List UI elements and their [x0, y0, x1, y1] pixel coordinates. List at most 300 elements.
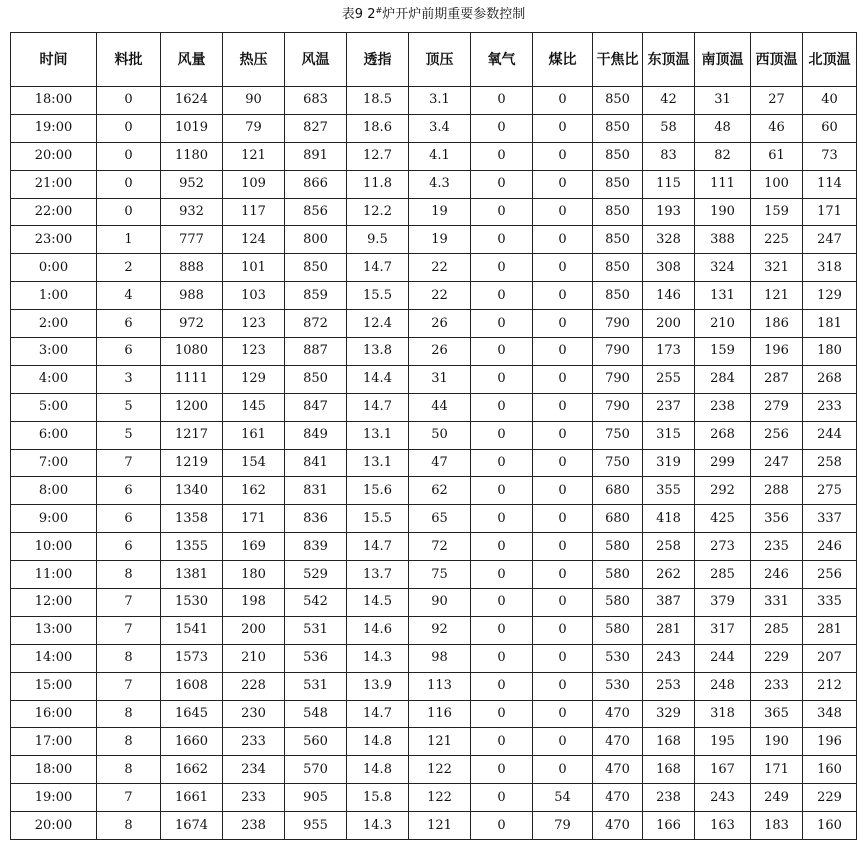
table-cell: 50	[409, 421, 471, 449]
table-cell: 0	[471, 672, 533, 700]
table-cell: 22:00	[11, 198, 97, 226]
table-cell: 972	[161, 310, 223, 338]
table-cell: 1660	[161, 728, 223, 756]
table-cell: 790	[593, 338, 643, 366]
table-cell: 0	[533, 700, 593, 728]
table-row	[11, 672, 857, 700]
column-header: 风量	[161, 33, 223, 87]
table-cell: 379	[695, 589, 751, 617]
table-cell: 65	[409, 505, 471, 533]
table-cell: 0	[533, 282, 593, 310]
table-cell: 4.3	[409, 170, 471, 198]
table-cell: 275	[803, 477, 857, 505]
table-cell: 159	[695, 338, 751, 366]
table-cell: 181	[803, 310, 857, 338]
table-cell: 1111	[161, 365, 223, 393]
table-cell: 79	[223, 114, 285, 142]
table-cell: 9.5	[347, 226, 409, 254]
table-cell: 0	[533, 170, 593, 198]
table-cell: 0	[533, 589, 593, 617]
table-row	[11, 644, 857, 672]
table-row	[11, 533, 857, 561]
table-cell: 580	[593, 589, 643, 617]
table-cell: 233	[803, 393, 857, 421]
table-cell: 2:00	[11, 310, 97, 338]
table-cell: 1381	[161, 561, 223, 589]
table-cell: 8:00	[11, 477, 97, 505]
table-cell: 19:00	[11, 114, 97, 142]
table-cell: 850	[285, 365, 347, 393]
table-cell: 98	[409, 644, 471, 672]
table-cell: 273	[695, 533, 751, 561]
table-cell: 46	[751, 114, 803, 142]
table-cell: 1080	[161, 338, 223, 366]
table-cell: 248	[695, 672, 751, 700]
table-cell: 859	[285, 282, 347, 310]
table-cell: 16:00	[11, 700, 97, 728]
table-cell: 0	[471, 449, 533, 477]
table-cell: 14.6	[347, 616, 409, 644]
table-cell: 171	[751, 756, 803, 784]
table-cell: 0	[533, 616, 593, 644]
table-cell: 200	[643, 310, 695, 338]
table-cell: 1219	[161, 449, 223, 477]
table-cell: 531	[285, 672, 347, 700]
table-cell: 1	[97, 226, 161, 254]
table-cell: 14.7	[347, 533, 409, 561]
caption-prefix: 表9 2	[341, 7, 376, 22]
table-cell: 20:00	[11, 142, 97, 170]
table-cell: 54	[533, 784, 593, 812]
table-cell: 19	[409, 226, 471, 254]
table-cell: 6	[97, 533, 161, 561]
table-cell: 121	[223, 142, 285, 170]
table-cell: 6	[97, 338, 161, 366]
table-cell: 7	[97, 449, 161, 477]
table-cell: 166	[643, 812, 695, 840]
table-cell: 47	[409, 449, 471, 477]
table-cell: 11.8	[347, 170, 409, 198]
table-cell: 58	[643, 114, 695, 142]
table-cell: 777	[161, 226, 223, 254]
table-cell: 14.4	[347, 365, 409, 393]
table-cell: 101	[223, 254, 285, 282]
table-cell: 17:00	[11, 728, 97, 756]
table-cell: 470	[593, 700, 643, 728]
table-cell: 955	[285, 812, 347, 840]
table-body	[11, 87, 857, 840]
table-cell: 235	[751, 533, 803, 561]
table-cell: 8	[97, 728, 161, 756]
table-cell: 212	[803, 672, 857, 700]
table-row	[11, 449, 857, 477]
table-cell: 470	[593, 812, 643, 840]
table-cell: 15:00	[11, 672, 97, 700]
table-cell: 186	[751, 310, 803, 338]
column-header: 时间	[11, 33, 97, 87]
table-row	[11, 477, 857, 505]
table-cell: 0	[533, 142, 593, 170]
table-cell: 5	[97, 421, 161, 449]
table-cell: 0	[471, 812, 533, 840]
table-cell: 23:00	[11, 226, 97, 254]
table-row	[11, 310, 857, 338]
table-cell: 83	[643, 142, 695, 170]
table-cell: 470	[593, 756, 643, 784]
table-cell: 13.9	[347, 672, 409, 700]
table-cell: 90	[409, 589, 471, 617]
table-cell: 365	[751, 700, 803, 728]
table-cell: 905	[285, 784, 347, 812]
table-cell: 27	[751, 87, 803, 115]
table-cell: 14:00	[11, 644, 97, 672]
table-cell: 0	[533, 393, 593, 421]
table-cell: 183	[751, 812, 803, 840]
table-row	[11, 114, 857, 142]
table-cell: 0	[471, 616, 533, 644]
table-cell: 1530	[161, 589, 223, 617]
table-cell: 123	[223, 338, 285, 366]
table-cell: 11:00	[11, 561, 97, 589]
table-cell: 131	[695, 282, 751, 310]
table-cell: 90	[223, 87, 285, 115]
table-cell: 9:00	[11, 505, 97, 533]
table-cell: 1358	[161, 505, 223, 533]
table-cell: 4.1	[409, 142, 471, 170]
table-cell: 1645	[161, 700, 223, 728]
table-cell: 168	[643, 756, 695, 784]
table-cell: 1573	[161, 644, 223, 672]
table-cell: 0	[533, 756, 593, 784]
table-cell: 10:00	[11, 533, 97, 561]
table-cell: 680	[593, 505, 643, 533]
table-cell: 14.8	[347, 756, 409, 784]
table-cell: 836	[285, 505, 347, 533]
table-row	[11, 338, 857, 366]
table-cell: 337	[803, 505, 857, 533]
table-cell: 548	[285, 700, 347, 728]
table-row	[11, 700, 857, 728]
table-cell: 12.4	[347, 310, 409, 338]
table-cell: 0	[97, 142, 161, 170]
table-cell: 790	[593, 365, 643, 393]
column-header: 料批	[97, 33, 161, 87]
table-cell: 831	[285, 477, 347, 505]
table-row	[11, 282, 857, 310]
table-cell: 560	[285, 728, 347, 756]
table-cell: 0	[97, 198, 161, 226]
table-cell: 234	[223, 756, 285, 784]
table-cell: 6	[97, 310, 161, 338]
table-cell: 0	[471, 87, 533, 115]
table-cell: 3.4	[409, 114, 471, 142]
table-cell: 8	[97, 644, 161, 672]
table-cell: 299	[695, 449, 751, 477]
table-cell: 790	[593, 393, 643, 421]
column-header: 煤比	[533, 33, 593, 87]
table-cell: 0	[471, 226, 533, 254]
table-cell: 0	[471, 254, 533, 282]
header-row	[11, 33, 857, 87]
table-cell: 0	[533, 421, 593, 449]
table-cell: 13.1	[347, 421, 409, 449]
table-cell: 0	[471, 393, 533, 421]
table-cell: 196	[803, 728, 857, 756]
column-header: 氧气	[471, 33, 533, 87]
table-cell: 0	[533, 114, 593, 142]
table-cell: 888	[161, 254, 223, 282]
table-cell: 12.2	[347, 198, 409, 226]
table-cell: 12.7	[347, 142, 409, 170]
table-cell: 109	[223, 170, 285, 198]
table-cell: 256	[751, 421, 803, 449]
table-cell: 0	[97, 87, 161, 115]
table-cell: 237	[643, 393, 695, 421]
table-cell: 0	[471, 644, 533, 672]
table-cell: 268	[803, 365, 857, 393]
table-cell: 281	[643, 616, 695, 644]
table-row	[11, 87, 857, 115]
table-cell: 8	[97, 812, 161, 840]
table-cell: 15.8	[347, 784, 409, 812]
table-cell: 0	[471, 142, 533, 170]
table-cell: 115	[643, 170, 695, 198]
table-cell: 8	[97, 700, 161, 728]
table-row	[11, 421, 857, 449]
table-cell: 18.6	[347, 114, 409, 142]
table-row	[11, 198, 857, 226]
table-cell: 13.7	[347, 561, 409, 589]
table-cell: 62	[409, 477, 471, 505]
table-cell: 0	[533, 505, 593, 533]
table-cell: 42	[643, 87, 695, 115]
table-cell: 0	[471, 114, 533, 142]
table-cell: 0	[471, 170, 533, 198]
table-cell: 121	[751, 282, 803, 310]
table-cell: 850	[285, 254, 347, 282]
table-caption	[0, 6, 867, 24]
table-cell: 750	[593, 449, 643, 477]
table-cell: 1355	[161, 533, 223, 561]
table-cell: 268	[695, 421, 751, 449]
table-cell: 238	[695, 393, 751, 421]
table-cell: 14.3	[347, 644, 409, 672]
table-row	[11, 589, 857, 617]
table-cell: 850	[593, 282, 643, 310]
table-cell: 388	[695, 226, 751, 254]
table-cell: 79	[533, 812, 593, 840]
table-cell: 193	[643, 198, 695, 226]
table-cell: 13.8	[347, 338, 409, 366]
table-cell: 5:00	[11, 393, 97, 421]
table-cell: 243	[643, 644, 695, 672]
table-cell: 229	[751, 644, 803, 672]
table-cell: 31	[409, 365, 471, 393]
table-cell: 317	[695, 616, 751, 644]
table-cell: 162	[223, 477, 285, 505]
table-cell: 319	[643, 449, 695, 477]
table-cell: 324	[695, 254, 751, 282]
table-cell: 1217	[161, 421, 223, 449]
table-cell: 196	[751, 338, 803, 366]
table-cell: 180	[803, 338, 857, 366]
caption-suffix: 炉开炉前期重要参数控制	[382, 7, 526, 22]
table-cell: 3	[97, 365, 161, 393]
table-cell: 255	[643, 365, 695, 393]
table-cell: 292	[695, 477, 751, 505]
table-cell: 331	[751, 589, 803, 617]
table-cell: 887	[285, 338, 347, 366]
table-cell: 0	[471, 310, 533, 338]
table-cell: 850	[593, 114, 643, 142]
table-cell: 13:00	[11, 616, 97, 644]
table-cell: 850	[593, 198, 643, 226]
table-cell: 0	[97, 170, 161, 198]
column-header: 干焦比	[593, 33, 643, 87]
table-cell: 0	[471, 756, 533, 784]
table-cell: 6:00	[11, 421, 97, 449]
table-cell: 190	[695, 198, 751, 226]
table-cell: 12:00	[11, 589, 97, 617]
table-cell: 210	[223, 644, 285, 672]
table-cell: 19	[409, 198, 471, 226]
table-cell: 14.7	[347, 700, 409, 728]
table-cell: 287	[751, 365, 803, 393]
table-cell: 284	[695, 365, 751, 393]
table-cell: 6	[97, 477, 161, 505]
table-cell: 318	[803, 254, 857, 282]
table-cell: 680	[593, 477, 643, 505]
table-cell: 207	[803, 644, 857, 672]
column-header: 风温	[285, 33, 347, 87]
caption-sup: #	[375, 6, 383, 15]
table-cell: 1661	[161, 784, 223, 812]
table-cell: 114	[803, 170, 857, 198]
table-row	[11, 784, 857, 812]
table-cell: 225	[751, 226, 803, 254]
table-cell: 0	[533, 561, 593, 589]
table-cell: 0	[471, 338, 533, 366]
table-cell: 0	[533, 338, 593, 366]
table-cell: 15.6	[347, 477, 409, 505]
table-cell: 580	[593, 561, 643, 589]
table-cell: 850	[593, 226, 643, 254]
table-cell: 198	[223, 589, 285, 617]
table-cell: 0	[471, 282, 533, 310]
table-cell: 258	[643, 533, 695, 561]
table-cell: 7	[97, 784, 161, 812]
table-cell: 580	[593, 616, 643, 644]
table-cell: 1180	[161, 142, 223, 170]
table-cell: 243	[695, 784, 751, 812]
table-cell: 866	[285, 170, 347, 198]
table-cell: 328	[643, 226, 695, 254]
table-cell: 20:00	[11, 812, 97, 840]
table-cell: 847	[285, 393, 347, 421]
table-cell: 308	[643, 254, 695, 282]
table-cell: 229	[803, 784, 857, 812]
table-cell: 530	[593, 672, 643, 700]
table-cell: 800	[285, 226, 347, 254]
table-cell: 0	[471, 700, 533, 728]
table-cell: 335	[803, 589, 857, 617]
table-cell: 246	[751, 561, 803, 589]
table-cell: 536	[285, 644, 347, 672]
table-cell: 116	[409, 700, 471, 728]
table-cell: 0	[471, 421, 533, 449]
table-cell: 14.8	[347, 728, 409, 756]
table-cell: 750	[593, 421, 643, 449]
table-row	[11, 756, 857, 784]
table-cell: 100	[751, 170, 803, 198]
table-row	[11, 616, 857, 644]
table-cell: 73	[803, 142, 857, 170]
table-cell: 315	[643, 421, 695, 449]
table-cell: 3.1	[409, 87, 471, 115]
table-cell: 4:00	[11, 365, 97, 393]
table-cell: 168	[643, 728, 695, 756]
table-cell: 14.5	[347, 589, 409, 617]
table-row	[11, 728, 857, 756]
table-cell: 318	[695, 700, 751, 728]
table-cell: 850	[593, 142, 643, 170]
table-cell: 19:00	[11, 784, 97, 812]
table-cell: 0	[533, 198, 593, 226]
table-cell: 1662	[161, 756, 223, 784]
table-cell: 3:00	[11, 338, 97, 366]
table-cell: 0:00	[11, 254, 97, 282]
table-cell: 0	[533, 728, 593, 756]
table-cell: 75	[409, 561, 471, 589]
column-header: 透指	[347, 33, 409, 87]
table-cell: 0	[471, 784, 533, 812]
table-cell: 48	[695, 114, 751, 142]
table-cell: 244	[803, 421, 857, 449]
table-cell: 44	[409, 393, 471, 421]
table-cell: 60	[803, 114, 857, 142]
table-cell: 850	[593, 254, 643, 282]
table-cell: 329	[643, 700, 695, 728]
table-cell: 470	[593, 728, 643, 756]
table-row	[11, 226, 857, 254]
table-cell: 0	[533, 365, 593, 393]
table-cell: 21:00	[11, 170, 97, 198]
table-cell: 159	[751, 198, 803, 226]
column-header: 东顶温	[643, 33, 695, 87]
table-cell: 171	[223, 505, 285, 533]
table-cell: 61	[751, 142, 803, 170]
table-cell: 7	[97, 589, 161, 617]
table-cell: 1624	[161, 87, 223, 115]
table-cell: 285	[751, 616, 803, 644]
table-cell: 230	[223, 700, 285, 728]
table-row	[11, 505, 857, 533]
table-cell: 841	[285, 449, 347, 477]
table-cell: 92	[409, 616, 471, 644]
table-row	[11, 393, 857, 421]
table-cell: 31	[695, 87, 751, 115]
table-cell: 1541	[161, 616, 223, 644]
table-cell: 470	[593, 784, 643, 812]
column-header: 顶压	[409, 33, 471, 87]
table-cell: 1674	[161, 812, 223, 840]
table-cell: 169	[223, 533, 285, 561]
table-cell: 0	[471, 728, 533, 756]
table-cell: 0	[533, 477, 593, 505]
table-cell: 122	[409, 784, 471, 812]
table-cell: 15.5	[347, 505, 409, 533]
table-cell: 123	[223, 310, 285, 338]
